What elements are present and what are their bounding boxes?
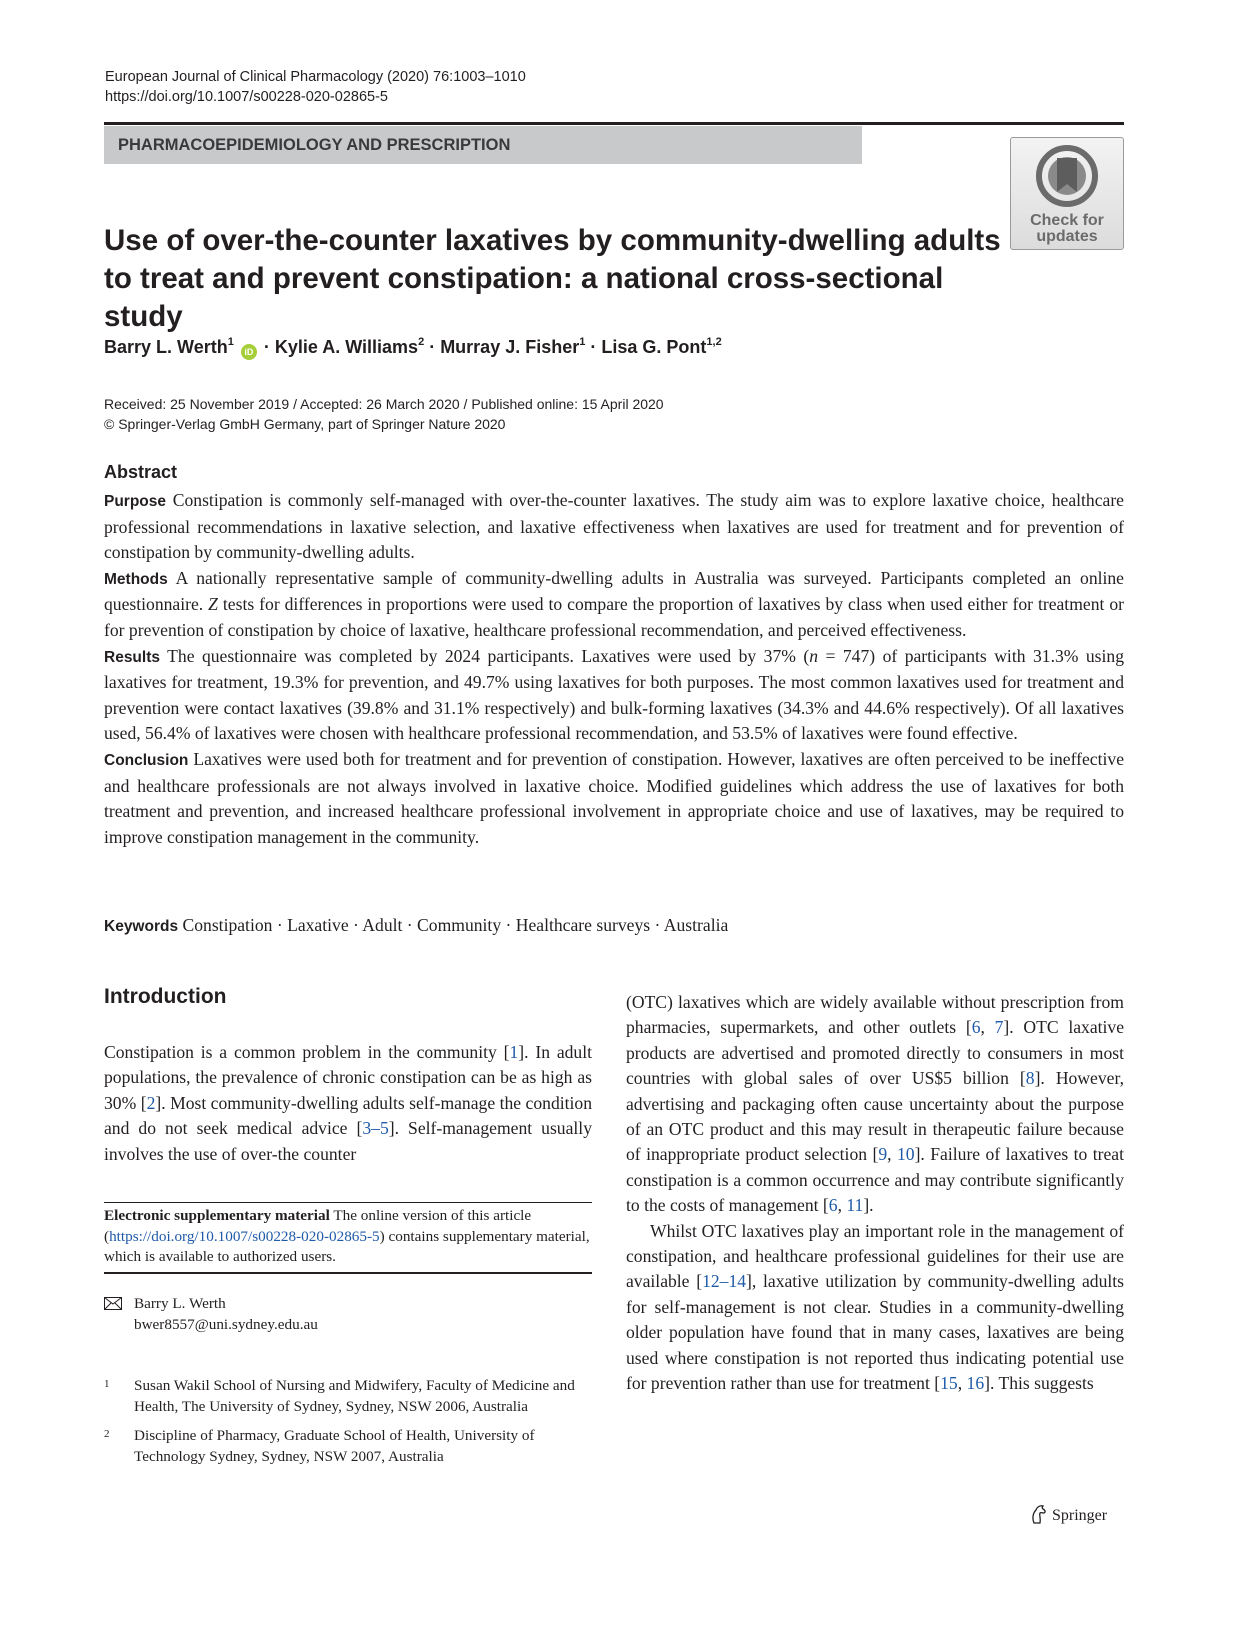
author-affiliation: 1 (579, 336, 586, 348)
keywords-list: Constipation · Laxative · Adult · Community · Healthcare surveys · Australia (182, 915, 729, 935)
footnote-rule (104, 1202, 592, 1203)
affiliation-text: Susan Wakil School of Nursing and Midwifery, Faculty of Medicine and Health, The University of Sydney, Sydney, NSW 2006, Australia (134, 1377, 575, 1415)
header-rule (104, 122, 1124, 125)
supplementary-note: Electronic supplementary material The online version of this article (https://doi.org/10.1007/s00228-020-02865-5) contains supplementary material, which is available to authorized users. (104, 1207, 590, 1265)
abstract-body (104, 488, 1124, 850)
methods-text: A nationally representative sample of community-dwelling adults in Australia was surveyed. Participants completed an online questionnaire. (104, 567, 1124, 615)
methods-z: Z (208, 594, 218, 615)
corresponding-author (104, 1294, 592, 1335)
citation-link[interactable]: 12–14 (702, 1271, 747, 1292)
results-text-2: = 747) of participants with 31.3% using laxatives for treatment, 19.3% for prevention, and 49.7% using laxatives for both purposes. The most common laxatives used for treatment and prevention were contact laxatives (39.8% and 31.1% respectively) and bulk-forming laxatives (34.3% and 44.6% respectively). Of all laxatives used, 56.4% of laxatives were chosen with healthcare professional recommendation, and 53.5% of laxatives were found effective. (104, 645, 1124, 744)
corresponding-name: Barry L. Werth (134, 1295, 226, 1312)
citation-link[interactable]: 15 (940, 1373, 958, 1394)
author-affiliation: 1,2 (706, 336, 722, 348)
affiliation-text: Discipline of Pharmacy, Graduate School of Health, University of Technology Sydney, Sydney, NSW 2007, Australia (134, 1427, 535, 1465)
springer-horse-icon (1030, 1504, 1048, 1524)
results-text: The questionnaire was completed by 2024 participants. Laxatives were used by 37% ( (167, 645, 810, 666)
methods-label: Methods (104, 570, 168, 588)
purpose-text: Constipation is commonly self-managed with over-the-counter laxatives. The study aim was to explore laxative choice, healthcare professional recommendations in laxative selection, and laxative effectiveness when laxatives are used for treatment and for prevention of constipation by community-dwelling adults. (104, 490, 1124, 563)
citation-link[interactable]: 7 (994, 1017, 1004, 1038)
results-label: Results (104, 648, 160, 666)
keywords-label: Keywords (104, 918, 179, 935)
esm-link[interactable]: https://doi.org/10.1007/s00228-020-02865-5 (109, 1227, 380, 1245)
check-updates-icon (1035, 144, 1099, 208)
author-name[interactable]: Murray J. Fisher (440, 337, 580, 357)
abstract-results (104, 644, 1124, 747)
conclusion-text: Laxatives were used both for treatment and for prevention of constipation. However, laxatives are often perceived to be ineffective and healthcare professionals are not always involved in laxative choice. Modified guidelines which address the use of laxatives for both treatment and prevention, and increased healthcare professional involvement in appropriate choice and use of laxatives, may be required to improve constipation management in the community. (104, 748, 1124, 847)
check-for-updates-button[interactable] (1010, 137, 1124, 250)
journal-citation: European Journal of Clinical Pharmacology (2020) 76:1003–1010 (105, 69, 526, 85)
article-title (104, 222, 1004, 336)
abstract-purpose (104, 488, 1124, 566)
citation-link[interactable]: 16 (966, 1373, 985, 1394)
author-affiliation: 2 (418, 336, 425, 348)
conclusion-label: Conclusion (104, 751, 189, 769)
envelope-icon (104, 1297, 122, 1310)
affiliation-number: 1 (104, 1378, 110, 1390)
paragraph: (OTC) laxatives which are widely available without prescription from pharmacies, supermarkets, and other outlets [6, 7]. OTC laxative products are advertised and promoted directly to consumers in most countries with global sales of over US$5 billion [8]. However, advertising and packaging often cause uncertainty about the purpose of an OTC product and this may result in therapeutic failure because of inappropriate product selection [9, 10]. Failure of laxatives to treat constipation is a common occurrence and may contribute significantly to the costs of management [6, 11]. (626, 992, 1125, 1216)
citation-link[interactable]: 11 (846, 1195, 864, 1216)
footnote-rule (104, 1272, 592, 1274)
section-label: PHARMACOEPIDEMIOLOGY AND PRESCRIPTION (104, 126, 862, 164)
check-updates-line2: updates (1036, 228, 1098, 245)
paragraph: Constipation is a common problem in the community [1]. In adult populations, the prevalence of chronic constipation can be as high as 30% [2]. Most community-dwelling adults self-manage the condition and do not seek medical advice [3–5]. Self-management usually involves the use of over-the counter (104, 1042, 592, 1164)
doi-link[interactable]: https://doi.org/10.1007/s00228-020-02865-5 (105, 89, 388, 105)
author-name[interactable]: Kylie A. Williams (274, 337, 419, 357)
citation-link[interactable]: 2 (146, 1092, 156, 1113)
introduction-heading: Introduction (104, 985, 227, 1008)
esm-label: Electronic supplementary material (104, 1207, 330, 1224)
publisher-logo (1030, 1504, 1107, 1527)
citation-link[interactable]: 6 (971, 1017, 981, 1038)
citation-link[interactable]: 6 (828, 1195, 838, 1216)
orcid-icon[interactable]: iD (241, 344, 257, 360)
keywords (104, 913, 728, 939)
copyright-line: © Springer-Verlag GmbH Germany, part of Springer Nature 2020 (104, 416, 506, 432)
purpose-label: Purpose (104, 493, 167, 510)
results-n: n (809, 645, 819, 666)
check-updates-line1: Check for (1030, 212, 1104, 229)
citation-link[interactable]: 3–5 (362, 1118, 389, 1139)
author-list: Barry L. Werth$^1$ iD · Kylie A. Williams$^2$ · Murray J. Fisher$^1$ · Lisa G. Pont$^{1,2}$ (104, 330, 722, 360)
introduction-right-column (626, 990, 1124, 1397)
citation-link[interactable]: 9 (878, 1144, 888, 1165)
dates-line: Received: 25 November 2019 / Accepted: 26 March 2020 / Published online: 15 April 2020 (104, 396, 664, 412)
journal-header (105, 67, 526, 107)
abstract-heading: Abstract (104, 462, 178, 482)
author-name[interactable]: Lisa G. Pont (601, 337, 707, 357)
corresponding-email[interactable]: bwer8557@uni.sydney.edu.au (134, 1315, 318, 1333)
author-name[interactable]: Barry L. Werth (104, 337, 228, 357)
title-line-1: Use of over-the-counter laxatives by community-dwelling adults (104, 224, 1001, 257)
methods-text-2: tests for differences in proportions were used to compare the proportion of laxatives by class when used either for treatment or for prevention of constipation by choice of laxative, healthcare professional recommendation, and perceived effectiveness. (104, 594, 1124, 640)
citation-link[interactable]: 10 (896, 1144, 915, 1165)
publisher-name: Springer (1052, 1507, 1108, 1524)
paragraph: Whilst OTC laxatives play an important role in the management of constipation, and healthcare professional guidelines for their use are available [12–14], laxative utilization by community-dwelling adults for self-management is not clear. Studies in a community-dwelling older population have found that in many cases, laxatives are being used where constipation is not reported thus indicating potential use for prevention rather than use for treatment [15, 16]. This suggests (626, 1220, 1124, 1394)
publication-dates (104, 394, 664, 434)
affiliation-number: 2 (104, 1428, 110, 1440)
title-line-2: to treat and prevent constipation: a national cross-sectional study (104, 262, 944, 333)
abstract-methods (104, 566, 1124, 644)
author-affiliation: 1 (227, 336, 234, 348)
citation-link[interactable]: 1 (509, 1042, 519, 1062)
affiliation-2 (104, 1426, 592, 1467)
abstract-conclusion (104, 747, 1124, 850)
introduction-left-column (104, 1040, 592, 1167)
citation-link[interactable]: 8 (1025, 1068, 1035, 1089)
affiliation-1 (104, 1376, 592, 1417)
